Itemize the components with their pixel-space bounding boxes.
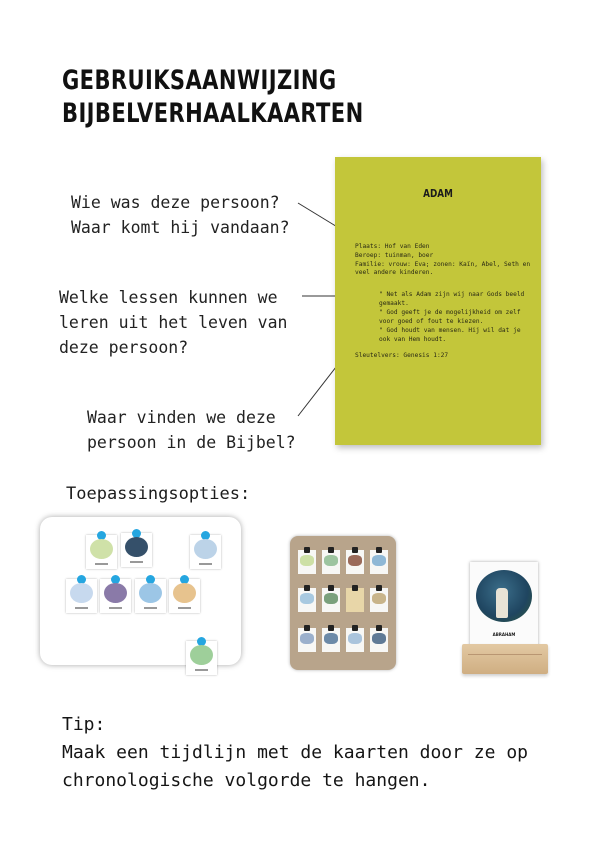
card-lesson-3: " God houdt van mensen. Hij wil dat je ook van Hem houdt.	[379, 327, 521, 343]
mini-card	[190, 535, 221, 569]
option-card-stand-image	[462, 560, 562, 680]
mini-card	[121, 533, 152, 567]
label-lessons-line-1: Welke lessen kunnen we	[59, 288, 278, 307]
option-wall-display-image	[40, 517, 241, 665]
label-lessons-line-3: deze persoon?	[59, 338, 189, 357]
mini-card	[169, 579, 200, 613]
card-place: Plaats: Hof van Eden	[355, 243, 430, 250]
stand-card	[470, 562, 538, 652]
label-lessons-line-2: leren uit het leven van	[59, 313, 288, 332]
tip-line-2: chronologische volgorde te hangen.	[62, 770, 431, 791]
label-where-line-2: persoon in de Bijbel?	[87, 433, 296, 452]
mini-card	[186, 641, 217, 675]
tip-line-1: Maak een tijdlijn met de kaarten door ze op	[62, 742, 528, 763]
label-who	[71, 190, 290, 240]
mini-card	[135, 579, 166, 613]
card-title: ADAM	[423, 187, 453, 200]
wooden-stand	[462, 644, 548, 674]
title-line-2: BIJBELVERHAALKAARTEN	[62, 98, 364, 129]
option-clip-board-image	[290, 536, 396, 670]
mini-card	[100, 579, 131, 613]
card-lessons	[379, 291, 529, 345]
mini-card	[66, 579, 97, 613]
label-where-line-1: Waar vinden we deze	[87, 408, 276, 427]
stand-card-label: ABRAHAM	[492, 632, 516, 637]
card-facts	[355, 243, 535, 278]
label-lessons	[59, 285, 287, 360]
card-family-line-2: veel andere kinderen.	[355, 269, 434, 277]
options-heading: Toepassingsopties:	[66, 484, 251, 504]
title-line-1: GEBRUIKSAANWIJZING	[62, 65, 337, 96]
mini-card	[86, 535, 117, 569]
tip-heading: Tip:	[62, 714, 106, 735]
tip-section	[62, 711, 528, 795]
example-bible-card	[335, 157, 541, 445]
card-job: Beroep: tuinman, boer	[355, 251, 434, 259]
label-where	[87, 405, 296, 455]
card-family-line-1: Familie: vrouw: Eva; zonen: Kaïn, Abel, Seth en	[355, 260, 531, 268]
label-who-line-1: Wie was deze persoon?	[71, 193, 280, 212]
card-lesson-1: " Net als Adam zijn wij naar Gods beeld gemaakt.	[379, 291, 525, 307]
label-who-line-2: Waar komt hij vandaan?	[71, 218, 290, 237]
card-lesson-2: " God geeft je de mogelijkheid om zelf voor goed of fout te kiezen.	[379, 309, 521, 325]
card-key-verse: Sleutelvers: Genesis 1:27	[355, 352, 449, 359]
